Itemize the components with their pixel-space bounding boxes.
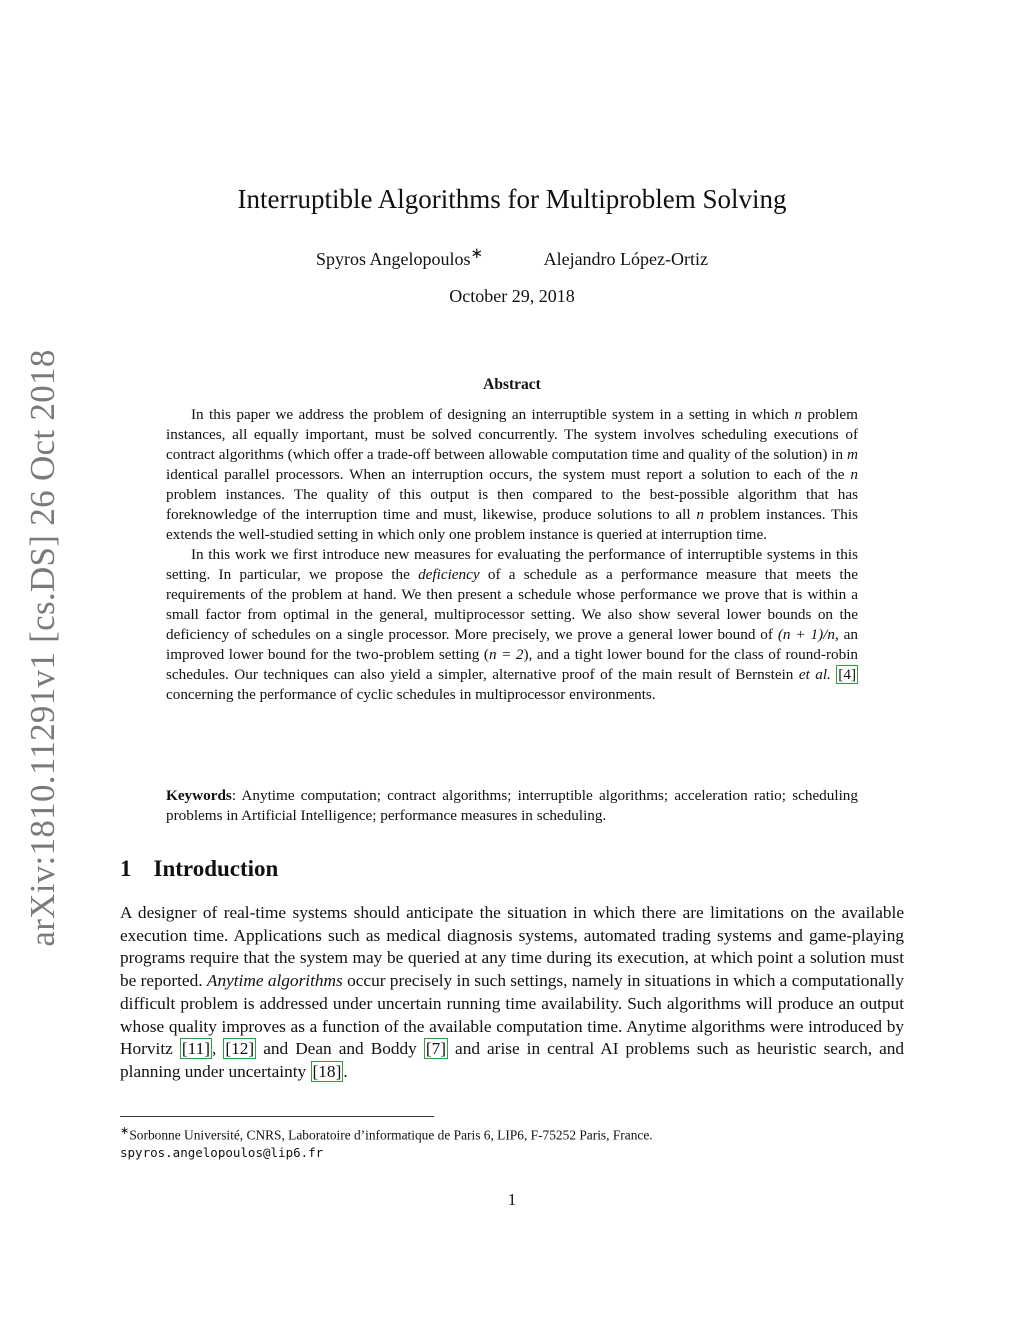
section-number: 1 [120,856,132,881]
arxiv-identifier-stamp: arXiv:1810.11291v1 [cs.DS] 26 Oct 2018 [23,349,62,947]
citation-link[interactable]: [11] [181,1039,210,1059]
intro-paragraph: A designer of real-time systems should anticipate the situation in which there are limitations on the available execution time. Applications such as medical diagnosis systems, automated trading systems and game-playing programs require that the system may be queried at any time during its execution, at which point a solution must be reported. Anytime algorithms occur precisely in such settings, namely in situations in which a computationally difficult problem is addressed under uncertain running time availability. Such algorithms will produce an output whose quality improves as a function of the available computation time. Anytime algorithms were introduced by Horvitz [11] , [12] and Dean and Boddy [7] and arise in central AI problems such as heuristic search, and planning under uncertainty [18] . [120,903,905,1081]
math-expression: n = 2 [488,646,524,663]
author-list [0,244,1024,270]
citation-link[interactable]: [18] [312,1061,342,1081]
paper-title: Interruptible Algorithms for Multiproblem Solving [237,184,787,214]
abstract-paragraph: In this paper we address the problem of designing an interruptible system in a setting in which n problem instances, all equally important, must be solved concurrently. The system involves scheduling executions of contract algorithms (which offer a trade-off between allowable computation time and quality of the solution) in m identical parallel processors. When an interruption occurs, the system must report a solution to each of the n problem instances. The quality of this output is then compared to the best-possible algorithm that has foreknowledge of the interruption time and must, likewise, produce solutions to all n problem instances. This extends the well-studied setting in which only one problem instance is queried at interruption time. [166,406,858,543]
author-1 [316,244,483,270]
footnote [120,1122,904,1162]
footnote-affiliation: ∗Sorbonne Université, CNRS, Laboratoire d’informatique de Paris 6, LIP6, F-75252 Paris, France. [120,1125,653,1143]
citation-link[interactable]: [4] [838,666,857,683]
introduction-body [120,902,904,1084]
citation-link[interactable]: [7] [425,1039,446,1059]
paper-date: October 29, 2018 [449,286,575,306]
author-name: Spyros Angelopoulos [315,249,471,269]
keywords-label: Keywords [166,787,232,804]
footnote-mark[interactable]: ∗ [470,246,484,262]
author-email[interactable]: spyros.angelopoulos@lip6.fr [120,1145,324,1161]
abstract-heading: Abstract [483,376,541,393]
math-expression: (n + 1)/n [777,626,835,643]
author-2 [544,249,708,270]
section-heading [120,856,278,882]
emphasized-term: Anytime algorithms [206,971,343,991]
author-name: Alejandro López-Ortiz [543,249,709,269]
footnote-mark: ∗ [120,1125,130,1137]
abstract-body [166,405,858,705]
keywords-block [166,786,858,826]
page-number: 1 [507,1190,517,1209]
footnote-divider [120,1116,434,1117]
emphasized-term: deficiency [418,566,480,583]
citation-link[interactable]: [12] [225,1039,255,1059]
abstract-paragraph: In this work we first introduce new measures for evaluating the performance of interruptible systems in this setting. In particular, we propose the deficiency of a schedule as a performance measure that meets the requirements of the problem at hand. We then present a schedule whose performance we prove that is within a small factor from optimal in the general, multiprocessor setting. We also show several lower bounds on the deficiency of schedules on a single processor. More precisely, we prove a general lower bound of (n + 1)/n, an improved lower bound for the two-problem setting (n = 2), and a tight lower bound for the class of round-robin schedules. Our techniques can also yield a simpler, alternative proof of the main result of Bernstein et al. [4] concerning the performance of cyclic schedules in multiprocessor environments. [166,546,859,703]
keywords-text: : Anytime computation; contract algorithms; interruptible algorithms; acceleration ratio; scheduling problems in Artificial Intelligence; performance measures in scheduling. [166,787,858,824]
section-title: Introduction [153,856,279,881]
